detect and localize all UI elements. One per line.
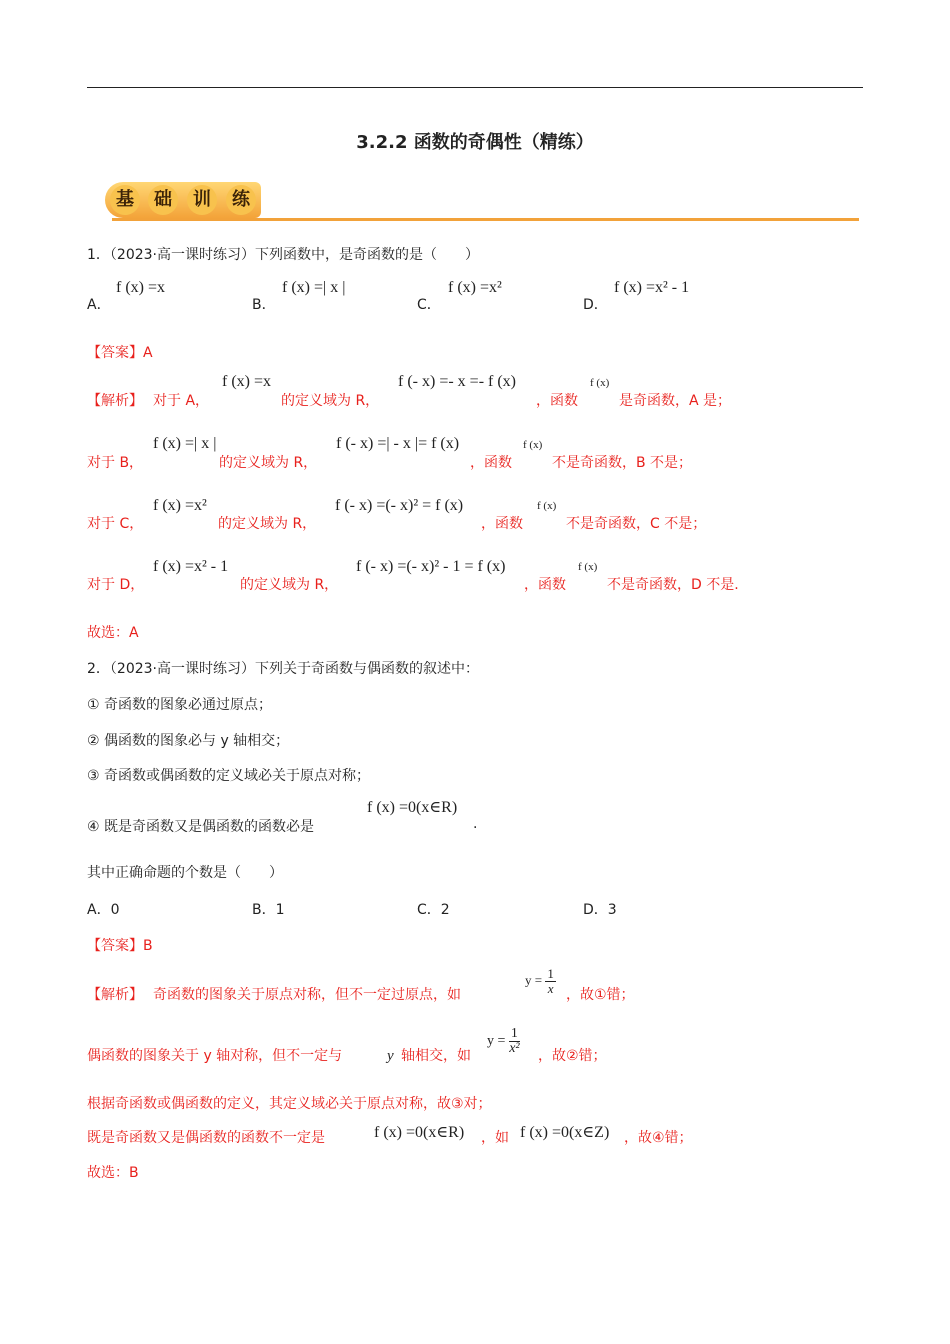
fraction-expr — [487, 1027, 520, 1056]
analysis-text: 对于 C， — [87, 516, 144, 532]
math-expr: f (x) — [590, 377, 610, 389]
analysis-text: ，函数 — [524, 577, 566, 593]
statement-3: ③ 奇函数或偶函数的定义域必关于原点对称； — [87, 768, 370, 784]
math-expr: f (x) =| x | — [153, 435, 217, 452]
option: A．0 — [87, 902, 120, 918]
math-expr: f (- x) =(- x)² = f (x) — [335, 497, 464, 514]
statement-2: ② 偶函数的图象必与 y 轴相交； — [87, 733, 290, 749]
option-expr: f (x) =x — [116, 279, 166, 296]
math-expr: f (- x) =| - x |= f (x) — [336, 435, 460, 452]
analysis-text: 根据奇函数或偶函数的定义，其定义域必关于原点对称，故③对； — [87, 1096, 492, 1112]
fraction-den: x — [547, 981, 554, 996]
banner-char: 练 — [226, 185, 256, 215]
question-2-prompt: 其中正确命题的个数是（ ） — [87, 865, 283, 881]
analysis-text: 不是奇函数，B 不是； — [552, 455, 693, 471]
fraction-num: 1 — [510, 1026, 518, 1041]
analysis-text: 不是奇函数，D 不是. — [607, 577, 739, 593]
option: D．3 — [583, 902, 617, 918]
option-label: B． — [252, 297, 276, 313]
fraction-den: x² — [509, 1041, 520, 1056]
math-expr: f (x) =0(x∈R) — [367, 799, 458, 816]
math-expr: f (x) =0(x∈R) — [374, 1124, 465, 1141]
section-banner-line — [112, 218, 859, 221]
option-label: D． — [583, 297, 608, 313]
math-expr: f (x) — [523, 439, 543, 451]
banner-char: 训 — [187, 185, 217, 215]
banner-char: 基 — [110, 185, 140, 215]
fraction-expr — [525, 967, 556, 996]
answer: 【答案】A — [87, 345, 153, 361]
question-2-stem: 2．（2023·高一课时练习）下列关于奇函数与偶函数的叙述中： — [87, 661, 479, 677]
analysis-text: ，故②错； — [538, 1048, 607, 1064]
analysis-text: 的定义域为 R， — [219, 455, 318, 471]
option-expr: f (x) =| x | — [282, 279, 346, 296]
statement-4: ④ 既是奇函数又是偶函数的函数必是 — [87, 819, 315, 835]
answer: 【答案】B — [87, 938, 153, 954]
math-expr: f (x) =x² — [153, 497, 207, 514]
fraction-lhs: y = — [487, 1033, 506, 1049]
option: C．2 — [417, 902, 450, 918]
option: B．1 — [252, 902, 285, 918]
math-expr: f (x) =0(x∈Z) — [520, 1124, 610, 1141]
math-expr: f (x) =x — [222, 373, 272, 390]
fraction — [545, 967, 556, 996]
top-rule — [87, 87, 863, 88]
analysis-text: ，函数 — [481, 516, 523, 532]
option-label: A． — [87, 297, 111, 313]
analysis-text: ，函数 — [470, 455, 512, 471]
math-expr: f (- x) =(- x)² - 1 = f (x) — [356, 558, 506, 575]
analysis-text: ，故①错； — [566, 987, 635, 1003]
math-expr: f (- x) =- x =- f (x) — [398, 373, 516, 390]
statement-1: ① 奇函数的图象必通过原点； — [87, 697, 273, 713]
analysis-text: 轴相交，如 — [401, 1048, 471, 1064]
analysis-text: 对于 B， — [87, 455, 144, 471]
option-label: C． — [417, 297, 441, 313]
banner-char: 础 — [148, 185, 178, 215]
math-var: y — [387, 1048, 394, 1064]
choose: 故选：B — [87, 1165, 139, 1181]
option-expr: f (x) =x² — [448, 279, 502, 296]
analysis-text: 的定义域为 R， — [240, 577, 339, 593]
math-expr: f (x) — [578, 561, 598, 573]
analysis-text: ，故④错； — [624, 1130, 693, 1146]
analysis-text: 奇函数的图象关于原点对称，但不一定过原点，如 — [153, 987, 461, 1003]
analysis-text: ，函数 — [536, 393, 578, 409]
fraction-lhs: y = — [525, 972, 543, 988]
fraction-num: 1 — [547, 966, 554, 981]
analysis-text: ，如 — [481, 1130, 509, 1146]
fraction — [509, 1027, 520, 1056]
analysis-tag: 【解析】 — [87, 987, 143, 1003]
choose: 故选：A — [87, 625, 139, 641]
analysis-text: 对于 D， — [87, 577, 145, 593]
analysis-text: 对于 A， — [153, 393, 210, 409]
analysis-tag: 【解析】 — [87, 393, 143, 409]
statement-4-end: . — [473, 816, 478, 832]
analysis-text: 偶函数的图象关于 y 轴对称，但不一定与 — [87, 1048, 343, 1064]
math-expr: f (x) =x² - 1 — [153, 558, 229, 575]
math-expr: f (x) — [537, 500, 557, 512]
question-1-stem: 1．（2023·高一课时练习）下列函数中，是奇函数的是（ ） — [87, 247, 479, 263]
analysis-text: 的定义域为 R， — [218, 516, 317, 532]
analysis-text: 是奇函数，A 是； — [619, 393, 732, 409]
option-expr: f (x) =x² - 1 — [614, 279, 690, 296]
analysis-text: 既是奇函数又是偶函数的函数不一定是 — [87, 1130, 325, 1146]
analysis-text: 的定义域为 R， — [281, 393, 380, 409]
page-title: 3.2.2 函数的奇偶性（精练） — [356, 132, 594, 153]
analysis-text: 不是奇函数，C 不是； — [566, 516, 707, 532]
